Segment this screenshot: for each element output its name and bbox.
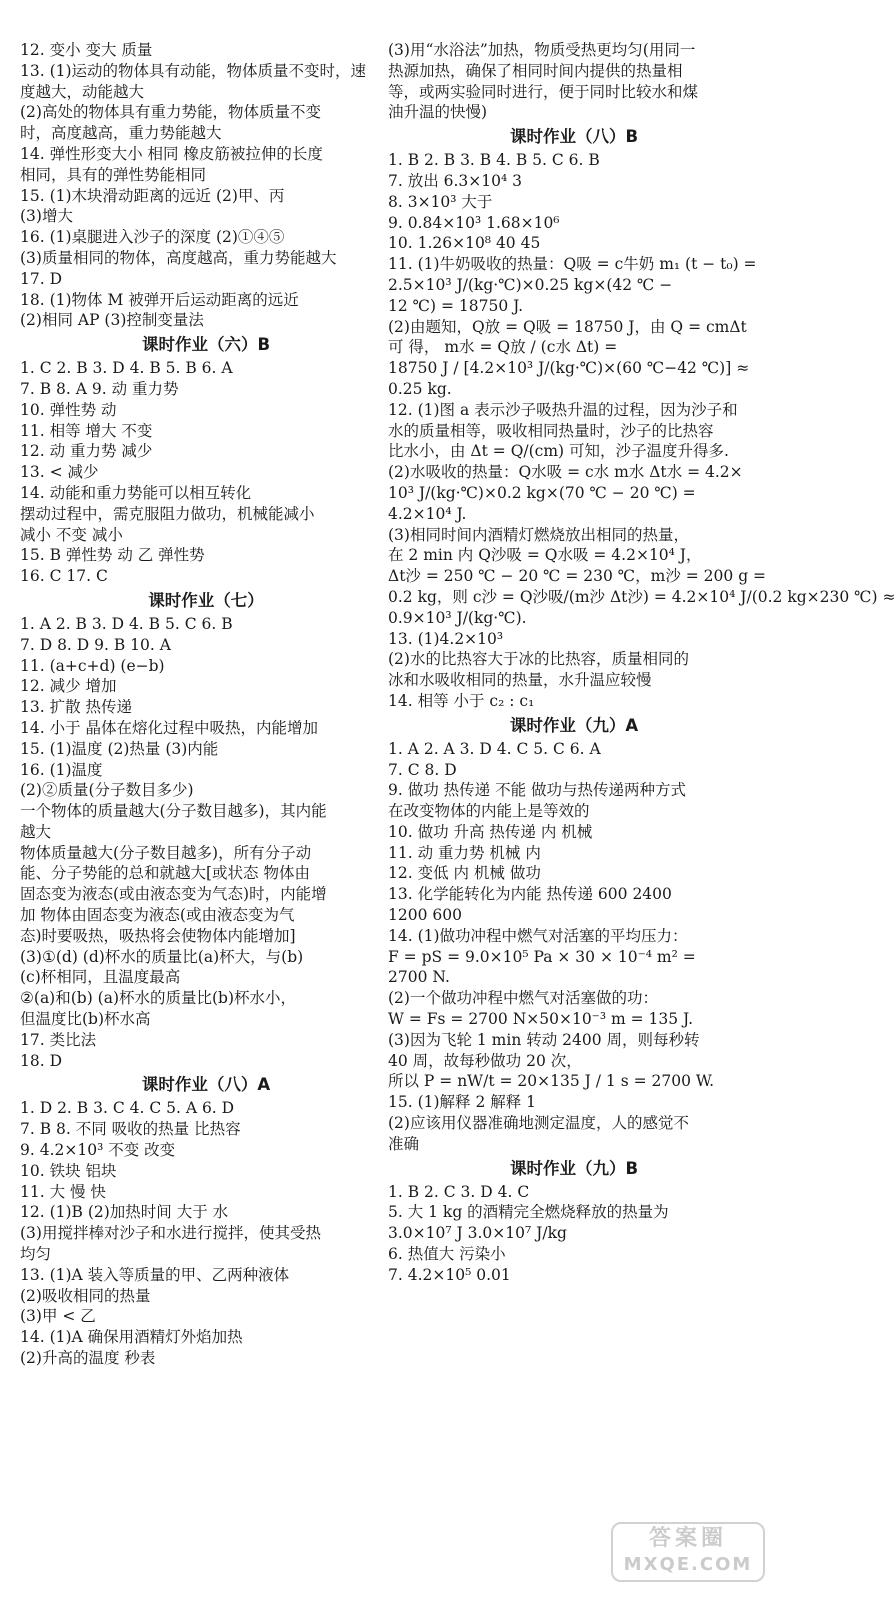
answer-line: 12. (1)B (2)加热时间 大于 水 bbox=[20, 1203, 229, 1222]
answer-line: 油升温的快慢) bbox=[388, 103, 488, 122]
answer-line: 14. 小于 晶体在熔化过程中吸热，内能增加 bbox=[20, 718, 319, 737]
answer-line: (3)用搅拌棒对沙子和水进行搅拌，使其受热 bbox=[20, 1224, 321, 1243]
answer-line: 17. 类比法 bbox=[20, 1030, 97, 1049]
answer-line: 7. C 8. D bbox=[388, 760, 457, 779]
answer-line: (c)杯相同，且温度最高 bbox=[20, 968, 181, 987]
answer-line: 能、分子势能的总和就越大[或状态 物体由 bbox=[20, 864, 310, 883]
answer-line: (3)增大 bbox=[20, 207, 73, 226]
answer-line: 均匀 bbox=[20, 1245, 52, 1264]
answer-line: 11. (a+c+d) (e−b) bbox=[20, 656, 165, 675]
answer-line: Δt沙 = 250 ℃ − 20 ℃ = 230 ℃，m沙 = 200 g = bbox=[388, 567, 767, 586]
answer-line: 减小 不变 减小 bbox=[20, 525, 123, 544]
answer-column-left bbox=[20, 40, 392, 1369]
answer-line: 2700 N. bbox=[388, 968, 450, 987]
answer-line: 0.9×10³ J/(kg·℃). bbox=[388, 608, 527, 627]
answer-line: 10. 做功 升高 热传递 内 机械 bbox=[388, 822, 593, 841]
answer-line: 12 ℃) = 18750 J. bbox=[388, 296, 524, 315]
answer-line: 但温度比(b)杯水高 bbox=[20, 1010, 151, 1029]
answer-line: 10. 弹性势 动 bbox=[20, 400, 117, 419]
section-heading: 课时作业（九）A bbox=[509, 715, 639, 735]
answer-line: 16. C 17. C bbox=[20, 567, 108, 586]
answer-line: 14. 相等 小于 c₂ : c₁ bbox=[388, 691, 535, 710]
section-heading: 课时作业（六）B bbox=[141, 335, 271, 355]
answer-line: 固态变为液态(或由液态变为气态)时，内能增 bbox=[20, 885, 327, 904]
answer-line: (3)因为飞轮 1 min 转动 2400 周，则每秒转 bbox=[388, 1030, 700, 1049]
answer-line: 水的质量相等，吸收相同热量时，沙子的比热容 bbox=[388, 421, 714, 440]
answer-line: 3.0×10⁷ J 3.0×10⁷ J/kg bbox=[388, 1224, 567, 1243]
answer-line: 在 2 min 内 Q沙吸 = Q水吸 = 4.2×10⁴ J， bbox=[388, 546, 702, 565]
answer-line: 14. 弹性形变大小 相同 橡皮筋被拉伸的长度 bbox=[20, 144, 323, 163]
section-heading: 课时作业（九）B bbox=[509, 1158, 639, 1178]
answer-line: 11. 相等 增大 不变 bbox=[20, 421, 153, 440]
section-heading: 课时作业（八）B bbox=[509, 127, 639, 147]
answer-line: 热源加热，确保了相同时间内提供的热量相 bbox=[388, 61, 683, 80]
answer-line: 18. (1)物体 M 被弹开后运动距离的远近 bbox=[20, 290, 299, 309]
answer-line: (2)水的比热容大于冰的比热容，质量相同的 bbox=[388, 650, 689, 669]
answer-line: 12. 变小 变大 质量 bbox=[20, 41, 153, 59]
answer-line: 13. < 减少 bbox=[20, 463, 99, 482]
answer-line: 冰和水吸收相同的热量，水升温应较慢 bbox=[388, 671, 652, 690]
answer-line: 11. 大 慢 快 bbox=[20, 1182, 106, 1201]
answer-line: 13. 扩散 热传递 bbox=[20, 698, 133, 717]
answer-line: 1. D 2. B 3. C 4. C 5. A 6. D bbox=[20, 1099, 235, 1118]
answer-line: 16. (1)桌腿进入沙子的深度 (2)①④⑤ bbox=[20, 228, 285, 247]
answer-line: 1. A 2. A 3. D 4. C 5. C 6. A bbox=[388, 739, 601, 758]
answer-line: (2)水吸收的热量：Q水吸 = c水 m水 Δt水 = 4.2× bbox=[388, 463, 743, 482]
answer-line: 等，或两实验同时进行，便于同时比较水和煤 bbox=[388, 82, 699, 101]
answer-line: 在改变物体的内能上是等效的 bbox=[388, 802, 590, 821]
answer-column-right bbox=[388, 40, 895, 1286]
answer-line: 11. 动 重力势 机械 内 bbox=[388, 843, 541, 862]
answer-line: (3)质量相同的物体，高度越高，重力势能越大 bbox=[20, 248, 337, 267]
answer-line: 13. (1)运动的物体具有动能，物体质量不变时，速 bbox=[20, 61, 367, 80]
answer-line: 14. (1)A 确保用酒精灯外焰加热 bbox=[20, 1328, 243, 1347]
answer-line: 17. D bbox=[20, 269, 63, 288]
answer-line: 1. C 2. B 3. D 4. B 5. B 6. A bbox=[20, 359, 233, 378]
answer-line: 4.2×10⁴ J. bbox=[388, 504, 467, 523]
answer-line: 10³ J/(kg·℃)×0.2 kg×(70 ℃ − 20 ℃) = bbox=[388, 483, 696, 502]
answer-line: 10. 1.26×10⁸ 40 45 bbox=[388, 234, 541, 253]
answer-line: 1. B 2. B 3. B 4. B 5. C 6. B bbox=[388, 151, 600, 170]
answer-line: 15. (1)木块滑动距离的远近 (2)甲、丙 bbox=[20, 186, 285, 205]
answer-line: (2)②质量(分子数目多少) bbox=[20, 781, 194, 800]
answer-line: 12. 变低 内 机械 做功 bbox=[388, 864, 541, 883]
section-heading: 课时作业（八）A bbox=[141, 1075, 271, 1095]
answer-line: 12. 动 重力势 减少 bbox=[20, 442, 153, 461]
answer-line: 14. 动能和重力势能可以相互转化 bbox=[20, 483, 252, 502]
answer-line: 40 周，故每秒做功 20 次， bbox=[388, 1051, 582, 1070]
answer-line: 9. 0.84×10³ 1.68×10⁶ bbox=[388, 213, 560, 232]
answer-line: 度越大，动能越大 bbox=[20, 82, 145, 101]
answer-line: 16. (1)温度 bbox=[20, 760, 103, 779]
answer-line: (2)吸收相同的热量 bbox=[20, 1286, 151, 1305]
answer-line: 18. D bbox=[20, 1051, 63, 1070]
watermark-url: MXQE.COM bbox=[623, 1554, 753, 1575]
answer-line: 物体质量越大(分子数目越多)，所有分子动 bbox=[20, 843, 312, 862]
answer-line: 准确 bbox=[388, 1134, 420, 1153]
answer-line: 7. B 8. 不同 吸收的热量 比热容 bbox=[20, 1120, 241, 1139]
answer-line: (2)一个做功冲程中燃气对活塞做的功： bbox=[388, 989, 658, 1008]
answer-line: 18750 J / [4.2×10³ J/(kg·℃)×(60 ℃−42 ℃)] ≈ bbox=[388, 359, 750, 378]
answer-line: (2)高处的物体具有重力势能，物体质量不变 bbox=[20, 103, 321, 122]
answer-line: 比水小，由 Δt = Q/(cm) 可知，沙子温度升得多. bbox=[388, 442, 729, 461]
answer-line: 加 物体由固态变为液态(或由液态变为气 bbox=[20, 906, 295, 925]
answer-line: 1. A 2. B 3. D 4. B 5. C 6. B bbox=[20, 614, 233, 633]
answer-line: 7. 放出 6.3×10⁴ 3 bbox=[388, 171, 523, 190]
answer-line: W = Fs = 2700 N×50×10⁻³ m = 135 J. bbox=[388, 1010, 693, 1029]
answer-line: 0.25 kg. bbox=[388, 379, 452, 398]
answer-line: (3)①(d) (d)杯水的质量比(a)杯大，与(b) bbox=[20, 947, 304, 966]
answer-line: 2.5×10³ J/(kg·℃)×0.25 kg×(42 ℃ − bbox=[388, 275, 673, 294]
answer-line: 12. (1)图 a 表示沙子吸热升温的过程，因为沙子和 bbox=[388, 400, 738, 419]
site-watermark bbox=[611, 1522, 765, 1582]
answer-line: ②(a)和(b) (a)杯水的质量比(b)杯水小， bbox=[20, 989, 297, 1008]
answer-line: 可 得， m水 = Q放 / (c水 Δt) = bbox=[388, 338, 618, 357]
answer-line: 相同，具有的弹性势能相同 bbox=[20, 165, 207, 184]
answer-line: 态)时要吸热，吸热将会使物体内能增加] bbox=[20, 926, 296, 945]
watermark-text: 答案圈 bbox=[648, 1526, 727, 1551]
answer-line: 13. 化学能转化为内能 热传递 600 2400 bbox=[388, 885, 672, 904]
answer-line: 7. 4.2×10⁵ 0.01 bbox=[388, 1265, 511, 1284]
answer-line: 1. B 2. C 3. D 4. C bbox=[388, 1182, 530, 1201]
answer-line: (2)升高的温度 秒表 bbox=[20, 1349, 156, 1368]
answer-line: 所以 P = nW/t = 20×135 J / 1 s = 2700 W. bbox=[388, 1072, 715, 1091]
answer-line: 7. D 8. D 9. B 10. A bbox=[20, 635, 171, 654]
answer-line: 5. 大 1 kg 的酒精完全燃烧释放的热量为 bbox=[388, 1203, 669, 1222]
answer-line: 9. 4.2×10³ 不变 改变 bbox=[20, 1141, 176, 1160]
answer-line: 11. (1)牛奶吸收的热量：Q吸 = c牛奶 m₁ (t − t₀) = bbox=[388, 255, 757, 274]
answer-line: (3)用“水浴法”加热，物质受热更均匀(用同一 bbox=[388, 41, 696, 59]
answer-line: (2)应该用仪器准确地测定温度，人的感觉不 bbox=[388, 1114, 689, 1133]
answer-line: 6. 热值大 污染小 bbox=[388, 1245, 506, 1264]
answer-line: (3)相同时间内酒精灯燃烧放出相同的热量， bbox=[388, 525, 689, 544]
answer-line: (2)相同 AP (3)控制变量法 bbox=[20, 311, 204, 330]
answer-line: 9. 做功 热传递 不能 做功与热传递两种方式 bbox=[388, 781, 686, 800]
answer-line: 越大 bbox=[20, 822, 52, 841]
answer-line: 10. 铁块 铝块 bbox=[20, 1161, 117, 1180]
answer-line: 14. (1)做功冲程中燃气对活塞的平均压力： bbox=[388, 926, 688, 945]
answer-line: 摆动过程中，需克服阻力做功，机械能减小 bbox=[20, 504, 315, 523]
answer-line: 13. (1)4.2×10³ bbox=[388, 629, 504, 648]
answer-line: 13. (1)A 装入等质量的甲、乙两种液体 bbox=[20, 1265, 290, 1284]
section-heading: 课时作业（七） bbox=[148, 590, 264, 610]
answer-line: 12. 减少 增加 bbox=[20, 677, 117, 696]
answer-line: 15. (1)温度 (2)热量 (3)内能 bbox=[20, 739, 219, 758]
answer-line: 15. (1)解释 2 解释 1 bbox=[388, 1093, 537, 1112]
answer-line: 0.2 kg，则 c沙 = Q沙吸/(m沙 Δt沙) = 4.2×10⁴ J/(0.2 kg×230 ℃) ≈ bbox=[388, 587, 895, 606]
answer-line: 一个物体的质量越大(分子数目越多)，其内能 bbox=[20, 802, 327, 821]
answer-line: F = pS = 9.0×10⁵ Pa × 30 × 10⁻⁴ m² = bbox=[388, 947, 696, 966]
answer-line: 时，高度越高，重力势能越大 bbox=[20, 124, 222, 143]
answer-line: (2)由题知，Q放 = Q吸 = 18750 J，由 Q = cmΔt bbox=[388, 317, 747, 336]
answer-line: (3)甲 < 乙 bbox=[20, 1307, 96, 1326]
answer-line: 8. 3×10³ 大于 bbox=[388, 192, 493, 211]
answer-line: 15. B 弹性势 动 乙 弹性势 bbox=[20, 546, 205, 565]
answer-line: 1200 600 bbox=[388, 906, 462, 925]
answer-line: 7. B 8. A 9. 动 重力势 bbox=[20, 379, 179, 398]
